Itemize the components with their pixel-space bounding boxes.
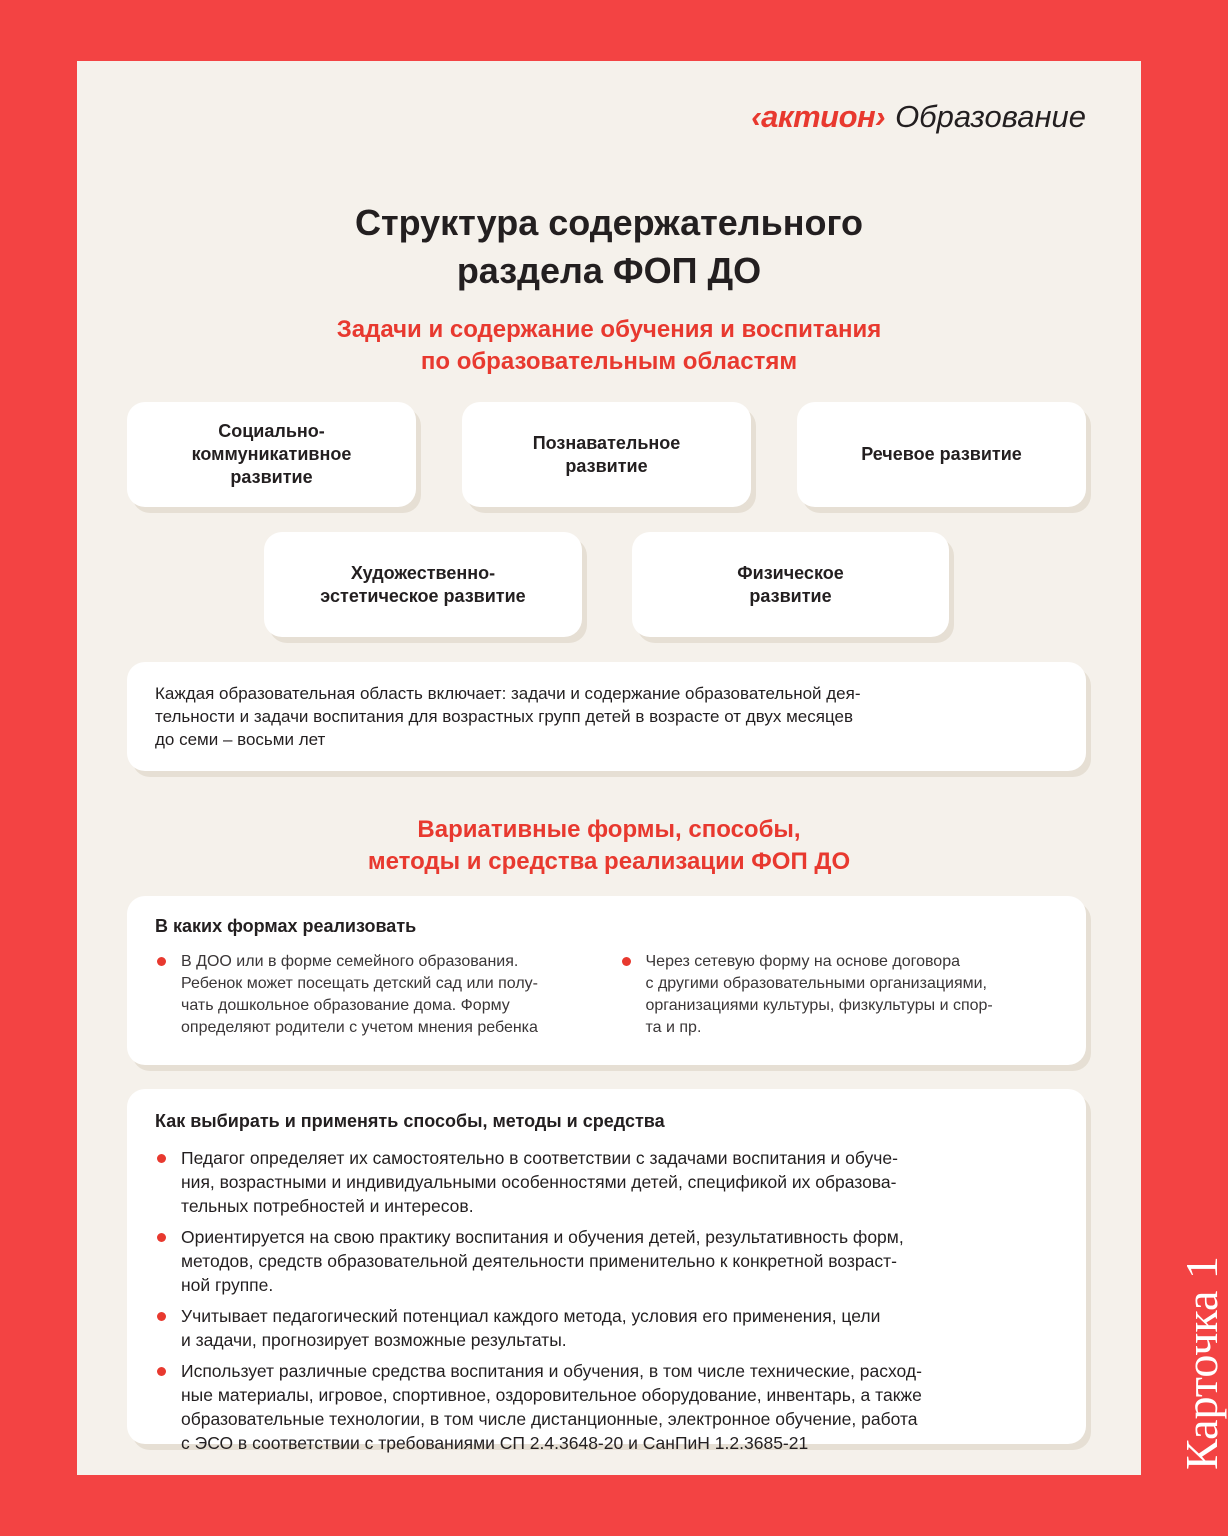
bullet-dot-icon [157,1367,166,1376]
page-title: Структура содержательного раздела ФОП ДО [354,202,864,291]
bullet-dot-icon [622,957,631,966]
area-card-social: Социально- коммуникативное развитие [127,402,416,507]
list-item: Педагог определяет их самостоятельно в соответствии с задачами воспитания и обуче- ния, возрастными и индивидуальными особенностями детей, спецификой их образова- тельных потребностей и интересов. [155,1146,1058,1218]
bullet-dot-icon [157,1233,166,1242]
bullet-dot-icon [157,1154,166,1163]
forms-card [127,896,1086,1065]
logo-brand: ‹актион› [751,99,886,134]
bullet-dot-icon [157,957,166,966]
list-item: Учитывает педагогический потенциал каждого метода, условия его применения, цели и задачи, прогнозирует возможные результаты. [155,1304,1058,1352]
area-card-artistic: Художественно- эстетическое развитие [264,532,582,637]
areas-note: Каждая образовательная область включает: задачи и содержание образовательной дея- тельности и задачи воспитания для возрастных групп детей в возрасте от двух месяцев до семи – восьми лет [127,662,1086,771]
page-sheet [77,61,1141,1475]
methods-card [127,1089,1086,1453]
list-item: Ориентируется на свою практику воспитания и обучения детей, результативность форм, методов, средств образовательной деятельности применительно к конкретной возраст- ной группе. [155,1225,1058,1297]
area-card-speech: Речевое развитие [797,402,1086,507]
forms-title: В каких формах реализовать [155,916,417,936]
methods-title: Как выбирать и применять способы, методы и средства [155,1111,665,1131]
logo [751,99,1086,135]
logo-subtitle: Образование [895,99,1086,134]
list-item: Через сетевую форму на основе договора с другими образовательными организациями, организациями культуры, физкультуры и спор- та и пр. [620,951,1059,1039]
list-item: В ДОО или в форме семейного образования. Ребенок может посещать детский сад или полу- чать дошкольное образование дома. Форму определяют родители с учетом мнения ребенка [155,951,594,1039]
card-number-label: Карточка 1 [1176,1256,1227,1470]
section-heading-tasks: Задачи и содержание обучения и воспитания по образовательным областям [336,316,882,375]
list-item: Использует различные средства воспитания и обучения, в том числе технические, расход- ные материалы, игровое, спортивное, оздоровительное оборудование, инвентарь, а также образовательные технологии, в том числе дистанционные, электронное обучение, работа с ЭСО в соответствии с требованиями СП 2.4.3648-20 и СанПиН 1.2.3685-21 [155,1359,1058,1455]
bullet-dot-icon [157,1312,166,1321]
area-card-physical: Физическое развитие [632,532,949,637]
area-card-cognitive: Познавательное развитие [462,402,751,507]
section-heading-forms: Вариативные формы, способы, методы и средства реализации ФОП ДО [367,816,851,875]
